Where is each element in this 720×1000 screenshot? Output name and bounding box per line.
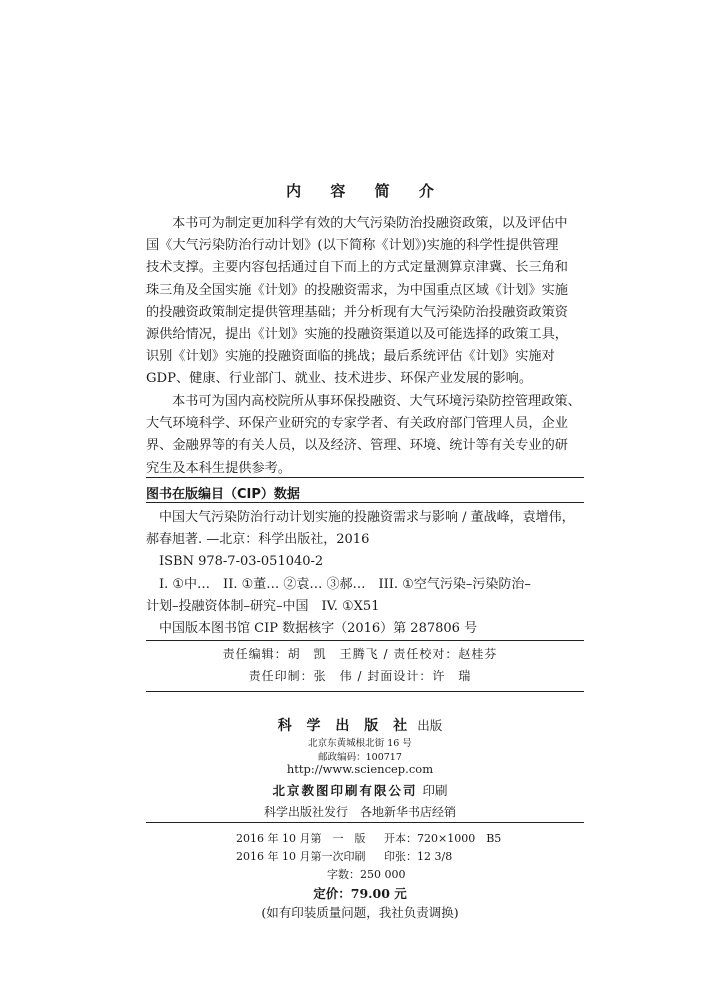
divider-top [146,477,584,478]
divider-cip [146,502,584,503]
summary-p2-line: 究生及本科生提供参考。 [146,460,292,476]
quality-notice: (如有印装质量问题，我社负责调换) [261,905,459,920]
cip-line: 中国大气污染防治行动计划实施的投融资需求与影响 / 董战峰，袁增伟， [159,510,575,525]
cip-line: 计划–投融资体制–研究–中国 IV. ①X51 [146,598,380,614]
publisher-line [0,715,720,735]
summary-paragraph-2 [146,391,584,480]
printer-name: 北京教图印刷有限公司 [272,783,418,798]
cip-line: ISBN 978-7-03-051040-2 [159,554,324,570]
summary-p1-line: 源供给情况，提出《计划》实施的投融资渠道以及可能选择的政策工具， [146,327,568,343]
publisher-address: 北京东黄城根北街 16 号 [308,738,412,749]
spec-format: 开本：720×1000 B5 [384,832,502,845]
divider-specs [146,822,584,823]
summary-p1-line: 的投融资政策制定提供管理基础；并分析现有大气污染防治投融资政策资 [146,304,568,320]
summary-p1-line: 技术支撑。主要内容包括通过自下而上的方式定量测算京津冀、长三角和 [146,260,568,276]
summary-p1-line: 识别《计划》实施的投融资面临的挑战；最后系统评估《计划》实施对 [146,349,555,365]
cip-block [146,507,584,640]
cip-line: 郝春旭著. —北京：科学出版社，2016 [146,532,370,548]
printer-line [0,780,720,799]
spec-printing: 2016 年 10 月第一次印刷 [236,850,366,863]
publisher-postcode: 邮政编码：100717 [318,752,402,763]
summary-p2-line: 本书可为国内高校院所从事环保投融资、大气环境污染防控管理政策、 [172,394,581,409]
staff-line-1: 责任编辑：胡 凯 王腾飞 / 责任校对：赵桂芬 [222,647,498,661]
summary-p1-line: 珠三角及全国实施《计划》的投融资需求，为中国重点区域《计划》实施 [146,282,568,298]
distribution: 科学出版社发行 各地新华书店经销 [263,805,456,819]
divider-publisher [146,691,584,692]
summary-p2-line: 大气环境科学、环保产业研究的专家学者、有关政府部门管理人员，企业 [146,416,568,432]
spec-right [384,830,501,866]
spec-sheets: 印张：12 3/8 [384,850,453,863]
spec-words: 字数：250 000 [327,868,406,881]
cip-line: 中国版本图书馆 CIP 数据核字（2016）第 287806 号 [159,621,478,637]
printer-suffix: 印刷 [422,783,448,798]
divider-staff [146,640,584,641]
spec-left [236,830,365,866]
cip-heading: 图书在版编目（CIP）数据 [146,487,300,502]
summary-p1-line: 本书可为制定更加科学有效的大气污染防治投融资政策，以及评估中 [172,216,568,231]
spec-edition: 2016 年 10 月第 一 版 [236,832,366,845]
summary-p1-line: GDP、健康、行业部门、就业、技术进步、环保产业发展的影响。 [146,371,533,387]
publisher-url: http://www.sciencep.com [286,762,434,776]
price: 定价：79.00 元 [313,886,407,901]
summary-p1-line: 国《大气污染防治行动计划》(以下简称《计划》)实施的科学性提供管理 [146,238,559,254]
publisher-name: 科 学 出 版 社 [277,718,413,734]
staff-line-2: 责任印制：张 伟 / 封面设计：许 瑞 [248,669,472,683]
summary-p2-line: 界、金融界等的有关人员，以及经济、管理、环境、统计等有关专业的研 [146,438,568,454]
price-line [0,883,720,902]
summary-title: 内 容 简 介 [286,182,446,200]
publisher-suffix: 出版 [417,718,443,733]
summary-paragraph-1 [146,213,584,391]
cip-line: I. ①中… II. ①董… ②袁… ③郝… III. ①空气污染–污染防治– [159,576,531,592]
